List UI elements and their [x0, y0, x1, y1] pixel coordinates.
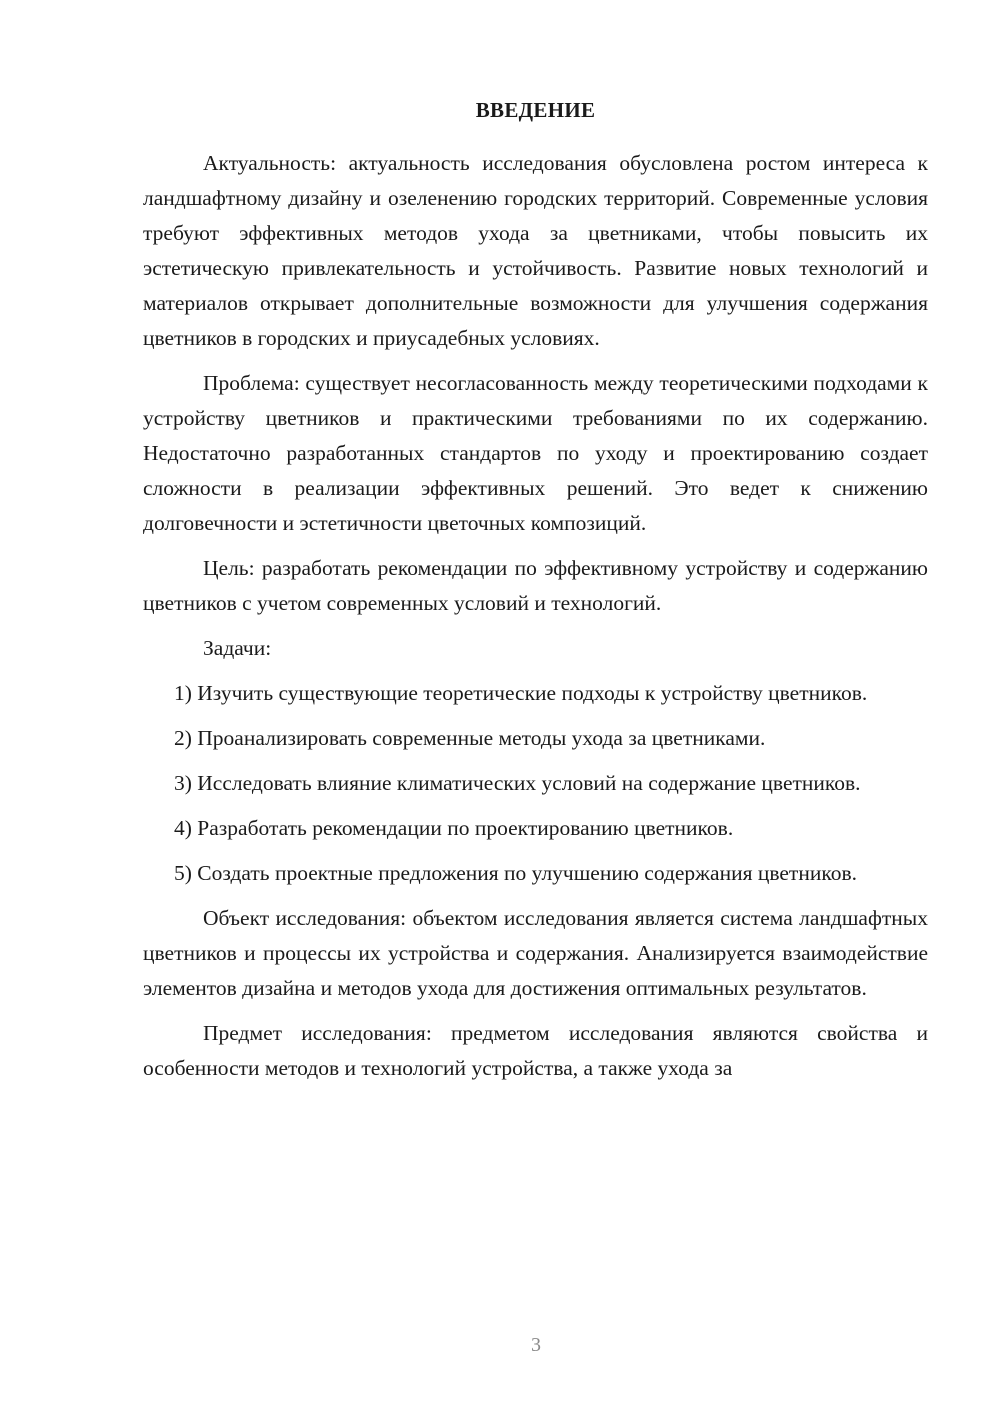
task-item: 2) Проанализировать современные методы ухода за цветниками.: [174, 726, 766, 750]
object-paragraph: Объект исследования: объектом исследования является система ландшафтных цветников и процессы их устройства и содержания. Анализируется взаимодействие элементов дизайна и методов ухода для достижения оптимальных результатов.: [143, 906, 928, 1000]
task-item: 3) Исследовать влияние климатических условий на содержание цветников.: [174, 771, 861, 795]
goal-paragraph: Цель: разработать рекомендации по эффективному устройству и содержанию цветников с учетом современных условий и технологий.: [143, 556, 928, 615]
subject-paragraph: Предмет исследования: предметом исследования являются свойства и особенности методов и технологий устройства, а также ухода за: [143, 1021, 928, 1080]
task-item: 4) Разработать рекомендации по проектированию цветников.: [174, 816, 734, 840]
tasks-label: Задачи:: [203, 636, 272, 660]
problem-paragraph: Проблема: существует несогласованность между теоретическими подходами к устройству цветников и практическими требованиями по их содержанию. Недостаточно разработанных стандартов по уходу и проектированию создает сложности в реализации эффективных решений. Это ведет к снижению долговечности и эстетичности цветочных композиций.: [143, 371, 928, 535]
task-item: 5) Создать проектные предложения по улучшению содержания цветников.: [174, 861, 857, 885]
document-page: [143, 92, 928, 1096]
section-heading: ВВЕДЕНИЕ: [475, 98, 596, 122]
relevance-paragraph: Актуальность: актуальность исследования обусловлена ростом интереса к ландшафтному дизайну и озеленению городских территорий. Современные условия требуют эффективных методов ухода за цветниками, чтобы повысить их эстетическую привлекательность и устойчивость. Развитие новых технологий и материалов открывает дополнительные возможности для улучшения содержания цветников в городских и приусадебных условиях.: [143, 151, 928, 350]
page-number: 3: [531, 1334, 541, 1356]
task-item: 1) Изучить существующие теоретические подходы к устройству цветников.: [174, 681, 868, 705]
page-number-container: [0, 1334, 1000, 1357]
